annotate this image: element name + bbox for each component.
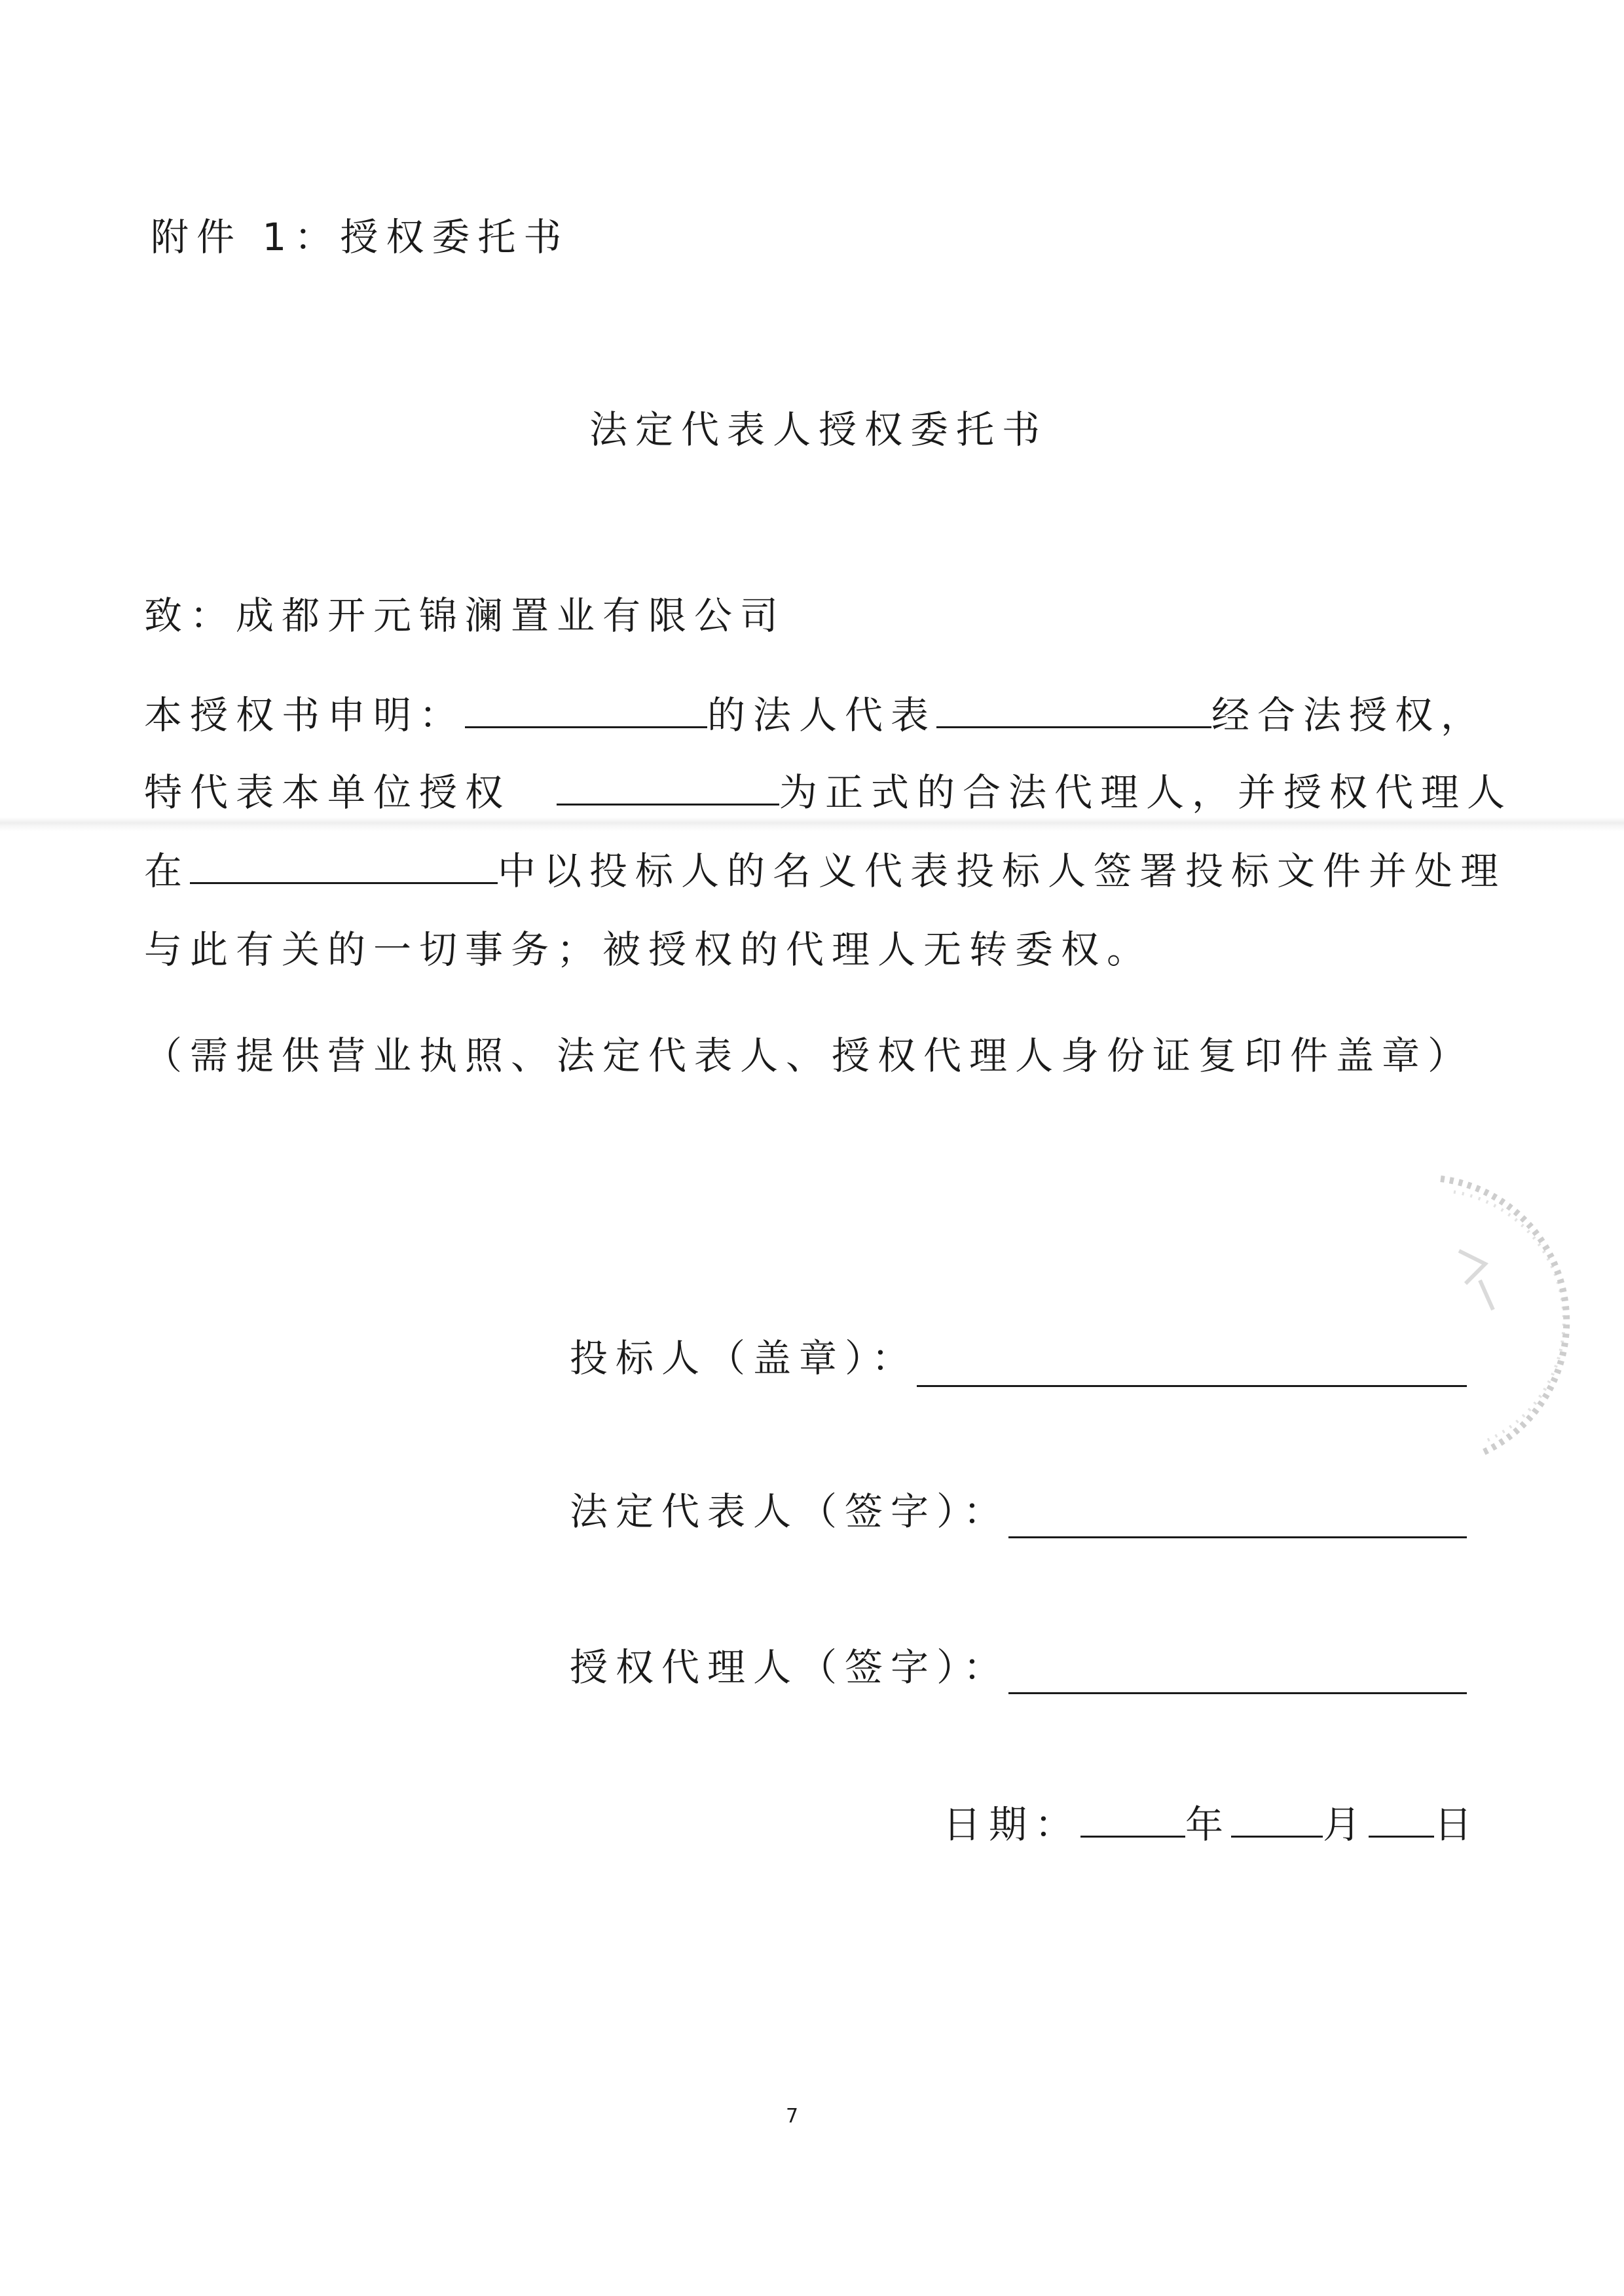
company-name-blank[interactable] xyxy=(465,692,707,728)
statement-authorized-text: 经合法授权， xyxy=(1211,693,1487,737)
date-label: 日期： xyxy=(943,1802,1081,1847)
document-title: 法定代表人授权委托书 xyxy=(589,407,1048,452)
statement-sign-text: 中以投标人的名义代表投标人签署投标文件并处理 xyxy=(498,849,1507,893)
statement-agent-text: 为正式的合法代理人，并授权代理人 xyxy=(779,770,1513,815)
requirements-note: （需提供营业执照、法定代表人、授权代理人身份证复印件盖章） xyxy=(144,1033,1474,1078)
statement-line-1 xyxy=(144,689,1486,741)
project-name-blank[interactable] xyxy=(190,848,498,884)
statement-in-text: 在 xyxy=(144,849,191,893)
statement-lead: 本授权书申明： xyxy=(144,693,466,737)
statement-line-4: 与此有关的一切事务；被授权的代理人无转委权。 xyxy=(144,927,1153,972)
statement-authorize-text: 特代表本单位授权 xyxy=(144,770,511,815)
page-number: 7 xyxy=(786,2105,799,2128)
bidder-seal-label: 投标人（盖章）： xyxy=(570,1336,918,1380)
date-month-label: 月 xyxy=(1323,1802,1369,1847)
statement-line-3 xyxy=(144,845,1506,897)
agent-signature-line[interactable] xyxy=(1008,1692,1467,1694)
statement-line-2 xyxy=(144,766,1513,819)
legal-rep-signature-label: 法定代表人（签字）： xyxy=(570,1489,1010,1534)
attachment-label: 附件 1：授权委托书 xyxy=(151,215,570,259)
paper-fold-crease xyxy=(0,817,1624,832)
bidder-seal-line[interactable] xyxy=(917,1385,1467,1387)
date-year-blank[interactable] xyxy=(1080,1802,1185,1838)
date-line xyxy=(943,1798,1480,1851)
recipient-line: 致：成都开元锦澜置业有限公司 xyxy=(144,593,786,638)
date-year-label: 年 xyxy=(1185,1802,1232,1847)
company-seal-icon xyxy=(1414,1166,1624,1467)
date-month-blank[interactable] xyxy=(1231,1802,1323,1838)
date-day-blank[interactable] xyxy=(1369,1802,1434,1838)
agent-signature-label: 授权代理人（签字）： xyxy=(570,1645,1010,1690)
statement-legal-rep-text: 的法人代表 xyxy=(707,693,937,737)
date-day-label: 日 xyxy=(1434,1802,1481,1847)
legal-rep-signature-line[interactable] xyxy=(1008,1536,1467,1538)
agent-name-blank[interactable] xyxy=(557,769,779,805)
legal-rep-name-blank[interactable] xyxy=(936,692,1211,728)
